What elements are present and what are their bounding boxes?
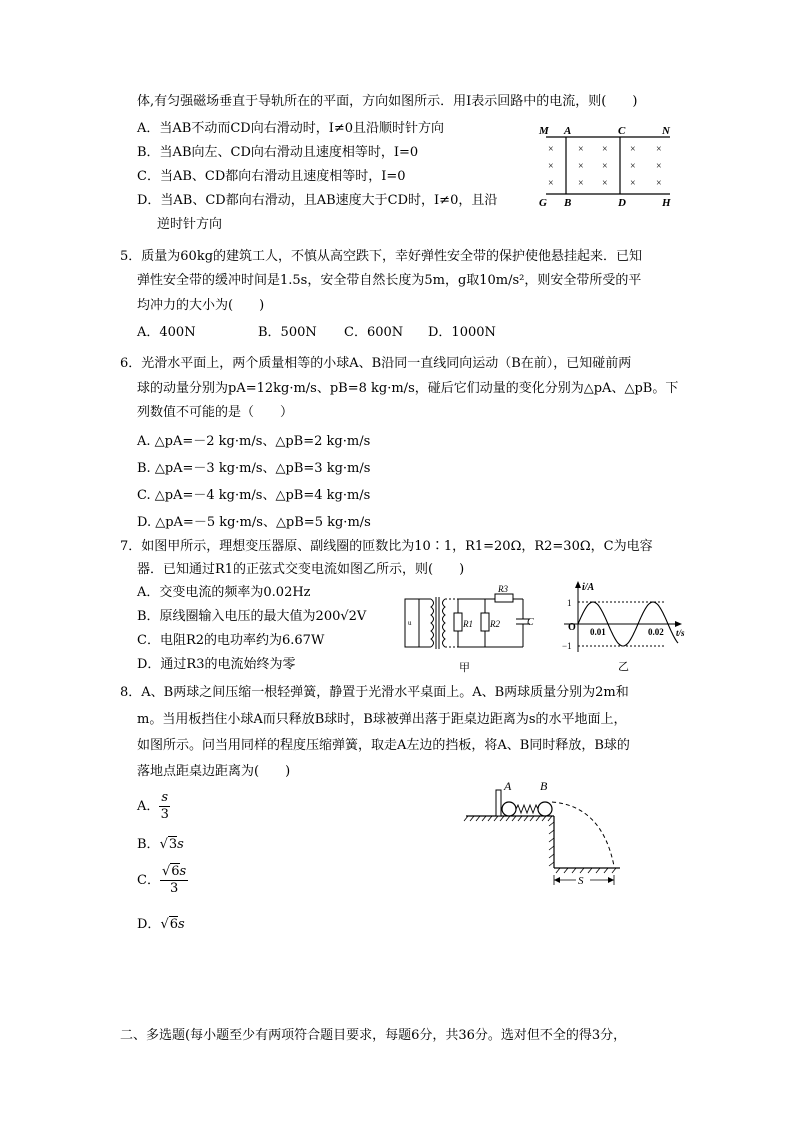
q7-option-d: D．通过R3的电流始终为零 xyxy=(137,657,296,672)
q4-option-a: A．当AB不动而CD向右滑动时，I≠0且沿顺时针方向 xyxy=(137,121,444,136)
trajectory-curve xyxy=(552,802,614,866)
q8-option-a xyxy=(137,790,170,824)
jia-caption: 甲 xyxy=(459,662,470,674)
field-cross: × xyxy=(578,161,584,172)
q8-option-d xyxy=(137,916,185,934)
q6-line-2: 球的动量分别为pA=12kg·m/s、pB=8 kg·m/s，碰后它们动量的变化分别为△pA、△pB。下 xyxy=(137,381,679,396)
q7-circuit-figure-jia xyxy=(403,585,543,675)
c-label: C xyxy=(527,617,534,628)
distance-s-label: S xyxy=(578,875,584,887)
label-b: B xyxy=(564,197,572,208)
q4-option-b: B．当AB向左、CD向右滑动且速度相等时，I=0 xyxy=(137,145,419,160)
tick-001: 0.01 xyxy=(590,627,606,637)
q8-option-c xyxy=(137,864,188,898)
field-cross: × xyxy=(602,161,608,172)
q8-option-d-letter: D． xyxy=(137,917,161,932)
label-n: N xyxy=(662,125,670,137)
magnetic-field-crosses xyxy=(548,144,662,189)
q8-option-c-value: $\frac{√6s}{3}$ xyxy=(161,864,187,896)
label-c: C xyxy=(618,125,626,137)
q6-option-b: B. △pA=－3 kg·m/s、△pB=3 kg·m/s xyxy=(137,461,371,476)
r2-label: R2 xyxy=(490,619,500,629)
q4-stem-tail: 体,有匀强磁场垂直于导轨所在的平面，方向如图所示．用I表示回路中的电流，则( ) xyxy=(137,94,638,109)
field-cross: × xyxy=(602,144,608,155)
q4-rails-figure xyxy=(536,122,676,208)
tick-1: 1 xyxy=(567,598,572,608)
q7-option-b: B．原线圈输入电压的最大值为200√2V xyxy=(137,609,367,624)
field-cross: × xyxy=(578,178,584,189)
q6-line-1: 6．光滑水平面上，两个质量相等的小球A、B沿同一直线同向运动（B在前），已知碰前两 xyxy=(120,356,632,371)
q7-option-a: A．交变电流的频率为0.02Hz xyxy=(137,585,311,600)
q8-table-spring-figure xyxy=(462,776,622,900)
q8-line-4: 落地点距桌边距离为( ) xyxy=(137,764,291,779)
label-a: A xyxy=(564,125,572,137)
tick-neg1: −1 xyxy=(562,641,572,651)
y-axis-label: i/A xyxy=(582,582,595,593)
q6-option-a: A. △pA=－2 kg·m/s、△pB=2 kg·m/s xyxy=(137,434,371,449)
label-g: G xyxy=(539,197,547,208)
ball-b-label: B xyxy=(540,779,548,793)
label-m: M xyxy=(539,125,549,137)
x-axis-label: t/s xyxy=(676,628,685,638)
field-cross: × xyxy=(630,144,636,155)
q4-option-c: C．当AB、CD都向右滑动且速度相等时，I=0 xyxy=(137,169,406,184)
field-cross: × xyxy=(656,178,662,189)
field-cross: × xyxy=(630,178,636,189)
q4-option-d: D．当AB、CD都向右滑动，且AB速度大于CD时，I≠0，且沿 xyxy=(137,193,498,208)
q5-option-b: B．500N xyxy=(258,325,317,340)
q6-line-3: 列数值不可能的是（ ） xyxy=(137,405,294,420)
q6-option-d: D. △pA=－5 kg·m/s、△pB=5 kg·m/s xyxy=(137,515,371,530)
yi-caption: 乙 xyxy=(618,661,629,673)
r3-label: R3 xyxy=(498,585,508,594)
origin-label: O xyxy=(568,622,576,633)
q4-option-d-continued: 逆时针方向 xyxy=(157,217,223,232)
field-cross: × xyxy=(548,178,554,189)
field-cross: × xyxy=(548,144,554,155)
field-cross: × xyxy=(602,178,608,189)
q8-option-a-value: $\frac{s}{3}$ xyxy=(160,790,169,822)
field-cross: × xyxy=(656,161,662,172)
q8-option-b-letter: B． xyxy=(137,837,160,852)
label-h: H xyxy=(662,197,671,208)
q8-line-1: 8．A、B两球之间压缩一根轻弹簧，静置于光滑水平桌面上。A、B两球质量分别为2m和 xyxy=(120,685,629,700)
q7-current-graph-yi xyxy=(556,578,691,674)
q5-option-a: A．400N xyxy=(137,325,196,340)
q8-option-b xyxy=(137,836,184,854)
q8-option-a-letter: A． xyxy=(137,799,160,814)
field-cross: × xyxy=(578,144,584,155)
q5-line-1: 5．质量为60kg的建筑工人，不慎从高空跌下，幸好弹性安全带的保护使他悬挂起来．已知 xyxy=(120,249,643,264)
q5-line-3: 均冲力的大小为( ) xyxy=(137,298,265,313)
label-d: D xyxy=(618,197,626,208)
tick-002: 0.02 xyxy=(648,627,664,637)
q8-option-d-value: √6s xyxy=(160,917,185,932)
field-cross: × xyxy=(656,144,662,155)
q8-line-2: m。当用板挡住小球A而只释放B球时，B球被弹出落于距桌边距离为s的水平地面上， xyxy=(137,712,627,727)
source-label: u xyxy=(408,619,412,627)
q7-line-1: 7．如图甲所示，理想变压器原、副线圈的匝数比为10∶1，R1=20Ω，R2=30Ω，C为电容 xyxy=(120,539,653,554)
q7-option-c: C．电阻R2的电功率约为6.67W xyxy=(137,633,325,648)
ball-a-label: A xyxy=(504,779,512,793)
field-cross: × xyxy=(548,161,554,172)
q8-line-3: 如图所示。问当用同样的程度压缩弹簧，取走A左边的挡板，将A、B同时释放，B球的 xyxy=(137,738,630,753)
r1-label: R1 xyxy=(463,619,473,629)
q5-option-d: D．1000N xyxy=(428,325,496,340)
q8-option-c-letter: C． xyxy=(137,873,160,888)
field-cross: × xyxy=(630,161,636,172)
q7-line-2: 器．已知通过R1的正弦式交变电流如图乙所示，则( ) xyxy=(137,562,465,577)
q6-option-c: C. △pA=－4 kg·m/s、△pB=4 kg·m/s xyxy=(137,488,371,503)
q5-option-c: C．600N xyxy=(344,325,404,340)
q5-line-2: 弹性安全带的缓冲时间是1.5s，安全带自然长度为5m，g取10m/s²，则安全带所受的平 xyxy=(137,273,642,288)
q8-option-b-value: √3s xyxy=(159,837,184,852)
section-2-heading: 二、多选题(每小题至少有两项符合题目要求，每题6分，共36分。选对但不全的得3分， xyxy=(120,1028,627,1043)
